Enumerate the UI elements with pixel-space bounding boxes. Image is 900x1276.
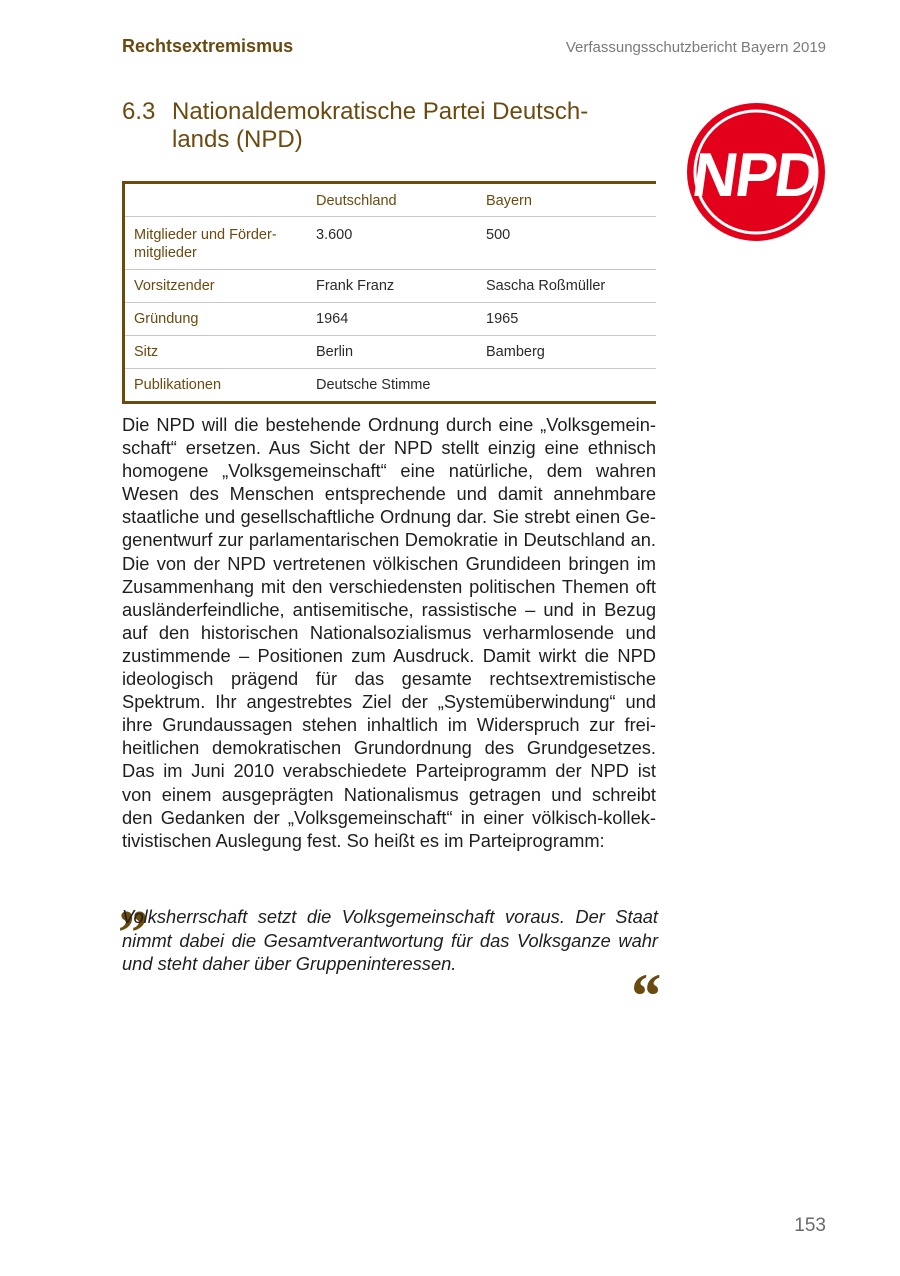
table-row (125, 303, 656, 336)
table-row (125, 336, 656, 369)
row-label: Mitglieder und Förder- mitglieder (125, 217, 316, 270)
section-title (122, 98, 642, 154)
running-head-section: Rechtsextremismus (122, 36, 294, 56)
row-value-bayern: 500 (486, 217, 656, 270)
row-value-bayern: Bamberg (486, 336, 656, 369)
section-heading: Nationaldemokratische Partei Deutsch- lands (NPD) (172, 98, 589, 153)
logo-text: NPD (688, 141, 823, 210)
body-paragraph: Die NPD will die bestehende Ordnung durch eine „Volksgemeinschaft“ ersetzen. Aus Sicht der NPD stellt einzig eine ethnisch homogene „Volksgemeinschaft“ eine natürliche, dem wahren Wesen des Menschen entsprechende und damit annehmbare staatliche und gesellschaftliche Ordnung dar. Sie strebt einen Gegenentwurf zur parlamentarischen Demokratie in Deutschland an. Die von der NPD vertretenen völkischen Grundideen bringen im Zusammenhang mit den verschiedensten politischen Themen oft ausländerfeindliche, antisemitische, rassistische – und in Bezug auf den historischen Nationalsozialismus verharmlosende und zustimmende – Positionen zum Ausdruck. Damit wirkt die NPD ideologisch prägend für das gesamte rechtsextremistische Spektrum. Ihr angestrebtes Ziel der „Systemüberwindung“ und ihre Grundaussagen stehen inhaltlich im Widerspruch zur freiheitlichen demokratischen Grundordnung des Grundgesetzes. Das im Juni 2010 verabschiedete Parteiprogramm der NPD ist von einem ausgeprägten Nationalismus getragen und schreibt den Gedanken der „Volksgemeinschaft“ in einer völkisch-kollektivistischen Auslegung fest. So heißt es im Parteiprogramm: (122, 414, 656, 851)
row-label: Publikationen (134, 377, 222, 393)
table-row (125, 217, 656, 270)
quote-close-mark-icon: “ (628, 960, 660, 1031)
table-header-empty (125, 184, 316, 217)
row-label: Sitz (125, 336, 316, 369)
row-value-deutschland: 3.600 (316, 217, 486, 270)
row-value-deutschland: 1964 (316, 303, 486, 336)
running-head-publication: Verfassungsschutzbericht Bayern 2019 (565, 39, 826, 56)
table-row (125, 270, 656, 303)
quote-open-mark-icon: „ (120, 864, 152, 935)
page-number: 153 (794, 1215, 826, 1236)
row-value-deutschland: Berlin (316, 336, 486, 369)
table-header-bayern: Bayern (486, 184, 656, 217)
row-label: Vorsitzender (125, 270, 316, 303)
row-value-deutschland: Frank Franz (316, 270, 486, 303)
row-value-bayern: Sascha Roßmüller (486, 270, 656, 303)
program-quote: Volksherrschaft setzt die Volksgemeinschaft voraus. Der Staat nimmt dabei die Gesamtverantwortung für das Volksganze wahr und steht daher über Gruppeninteressen. (122, 906, 658, 974)
party-facts-table (122, 181, 656, 404)
table-row (125, 369, 656, 402)
row-value-bayern: 1965 (486, 303, 656, 336)
npd-logo-icon (686, 102, 826, 242)
row-value-deutschland: Deutsche Stimme (316, 377, 431, 393)
row-label: Gründung (125, 303, 316, 336)
table-header-deutschland: Deutschland (316, 184, 486, 217)
section-number: 6.3 (122, 98, 156, 125)
row-value-bayern (486, 369, 656, 402)
